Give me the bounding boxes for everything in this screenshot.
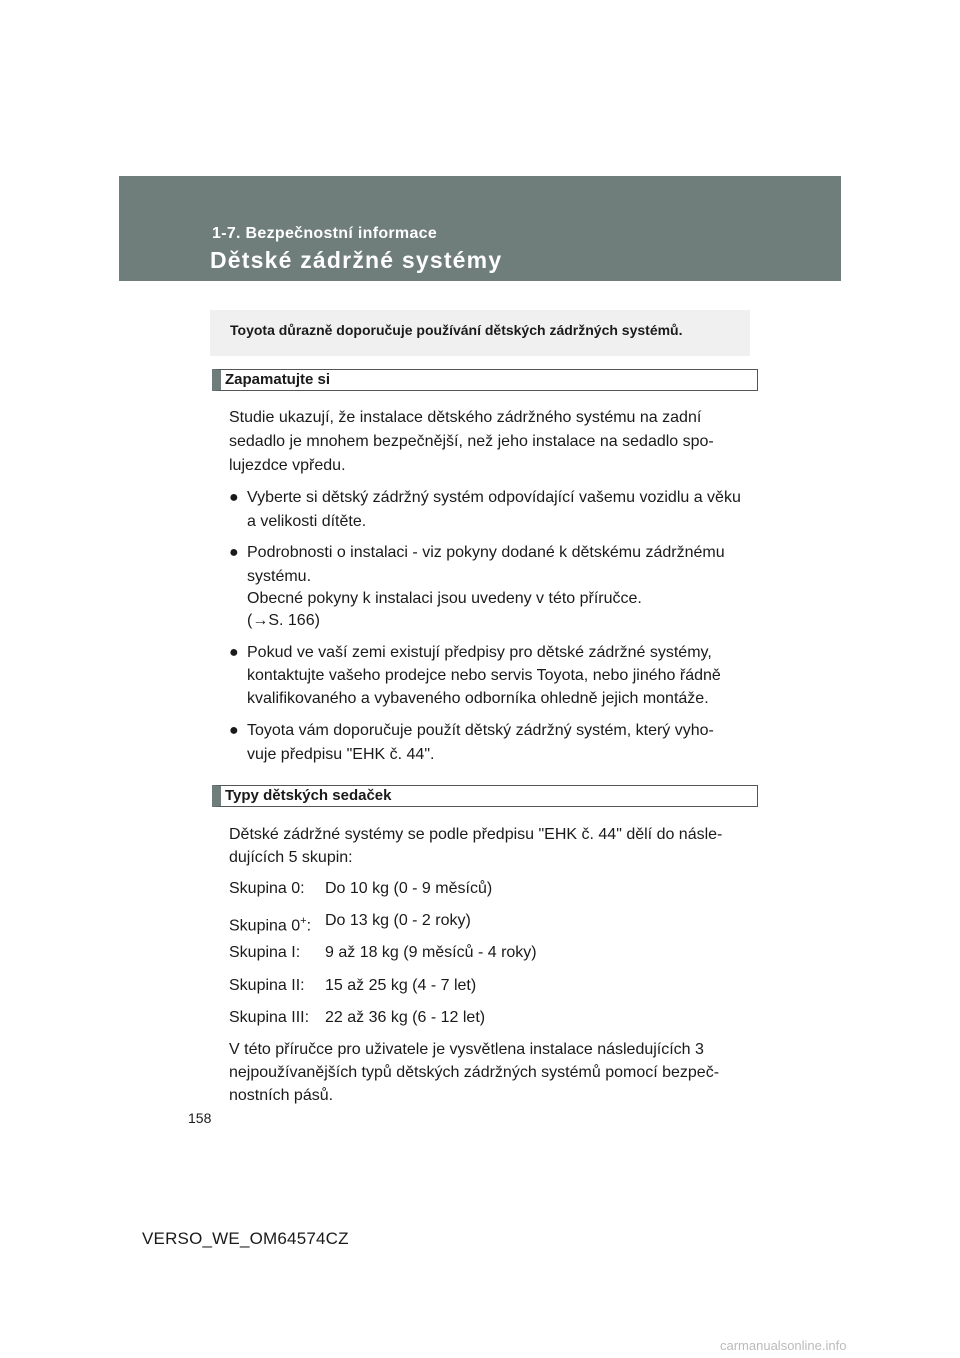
bullet-line: a velikosti dítěte. <box>247 513 367 530</box>
bullet-line: Podrobnosti o instalaci - viz pokyny dodané k dětskému zádržnému <box>247 544 725 561</box>
bullet-line: Pokud ve vaší zemi existují předpisy pro dětské zádržné systémy, <box>247 644 712 661</box>
section-label: 1-7. Bezpečnostní informace <box>212 225 438 242</box>
types-outro-line: nostních pásů. <box>229 1087 334 1104</box>
bullet-line: kontaktujte vašeho prodejce nebo servis Toyota, nebo jiného řádně <box>247 667 721 684</box>
remember-heading: Zapamatujte si <box>225 371 331 388</box>
bullet-line: systému. <box>247 568 312 585</box>
types-outro-line: nejpoužívanějších typů dětských zádržných systémů pomocí bezpeč- <box>229 1064 720 1081</box>
group-value: 15 až 25 kg (4 - 7 let) <box>325 977 477 994</box>
bullet-line: Vyberte si dětský zádržný systém odpovídající vašemu vozidlu a věku <box>247 489 741 506</box>
bullet-icon: ● <box>229 722 239 739</box>
remember-para-line: sedadlo je mnohem bezpečnější, než jeho instalace na sedadlo spo- <box>229 433 714 450</box>
bullet-icon: ● <box>229 489 239 506</box>
bullet-line: Obecné pokyny k instalaci jsou uvedeny v této příručce. <box>247 590 642 607</box>
chapter-header <box>119 176 841 281</box>
types-intro-line: Dětské zádržné systémy se podle předpisu "EHK č. 44" dělí do násle- <box>229 826 723 843</box>
group-label-superscript: + <box>300 915 307 927</box>
bullet-icon: ● <box>229 644 239 661</box>
group-label: Skupina III: <box>229 1009 310 1026</box>
bullet-icon: ● <box>229 544 239 561</box>
types-heading-box <box>212 785 758 807</box>
bullet-line: vuje předpisu "EHK č. 44". <box>247 746 435 763</box>
page-number: 158 <box>188 1110 212 1126</box>
group-label: Skupina 0: <box>229 880 305 897</box>
group-label: Skupina 0+: <box>229 915 312 935</box>
group-value: Do 13 kg (0 - 2 roky) <box>325 912 471 929</box>
page-reference: (→S. 166) <box>247 612 320 629</box>
types-intro-line: dujících 5 skupin: <box>229 849 353 866</box>
remember-para-line: lujezdce vpředu. <box>229 457 346 474</box>
group-value: 22 až 36 kg (6 - 12 let) <box>325 1009 486 1026</box>
intro-box <box>210 310 750 356</box>
types-outro-line: V této příručce pro uživatele je vysvětlena instalace následujících 3 <box>229 1041 704 1058</box>
document-code: VERSO_WE_OM64574CZ <box>142 1229 349 1248</box>
remember-heading-box <box>212 369 758 391</box>
remember-para-line: Studie ukazují, že instalace dětského zádržného systému na zadní <box>229 409 702 426</box>
types-heading: Typy dětských sedaček <box>225 787 392 804</box>
group-label: Skupina I: <box>229 944 301 961</box>
group-label: Skupina II: <box>229 977 305 994</box>
bullet-line: kvalifikovaného a vybaveného odborníka ohledně jejich montáže. <box>247 690 709 707</box>
intro-text: Toyota důrazně doporučuje používání dětských zádržných systémů. <box>230 322 683 338</box>
bullet-line: Toyota vám doporučuje použít dětský zádržný systém, který vyho- <box>247 722 714 739</box>
group-value: 9 až 18 kg (9 měsíců - 4 roky) <box>325 944 537 961</box>
page-title: Dětské zádržné systémy <box>210 247 503 273</box>
group-value: Do 10 kg (0 - 9 měsíců) <box>325 880 493 897</box>
watermark: carmanualsonline.info <box>720 1338 847 1353</box>
